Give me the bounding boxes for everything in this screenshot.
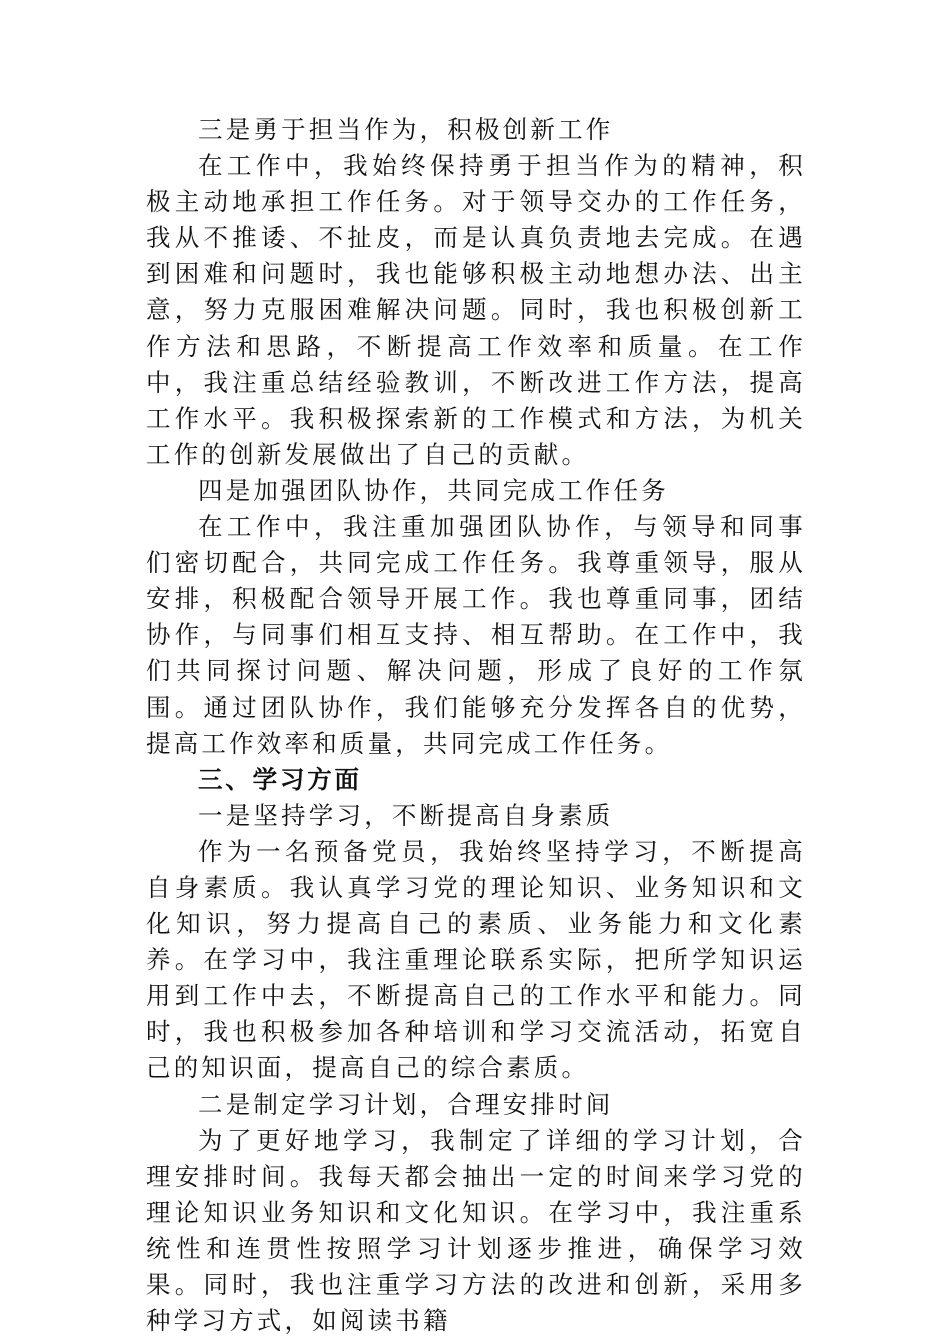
heading-learning: 三、学习方面 bbox=[198, 764, 362, 794]
subheading-courage: 三是勇于担当作为，积极创新工作 bbox=[198, 115, 614, 144]
subheading-teamwork: 四是加强团队协作，共同完成工作任务 bbox=[198, 475, 669, 505]
paragraph-courage: 在工作中，我始终保持勇于担当作为的精神，积极主动地承担工作任务。对于领导交办的工作任务，我从不推诿、不扯皮，而是认真负责地去完成。在遇到困难和问题时，我也能够积极主动地想办法、出主意，努力克服困难解决问题。同时，我也积极创新工作方法和思路，不断提高工作效率和质量。在工作中，我注重总结经验教训，不断改进工作方法，提高工作水平。我积极探索新的工作模式和方法，为机关工作的创新发展做出了自己的贡献。 bbox=[146, 151, 806, 469]
subheading-study-plan: 二是制定学习计划，合理安排时间 bbox=[198, 1089, 614, 1119]
subheading-keep-learning: 一是坚持学习，不断提高自身素质 bbox=[198, 800, 614, 830]
document-page bbox=[146, 112, 806, 1339]
paragraph-keep-learning: 作为一名预备党员，我始终坚持学习，不断提高自身素质。我认真学习党的理论知识、业务知识和文化知识，努力提高自己的素质、业务能力和文化素养。在学习中，我注重理论联系实际，把所学知识运用到工作中去，不断提高自己的工作水平和能力。同时，我也积极参加各种培训和学习交流活动，拓宽自己的知识面，提高自己的综合素质。 bbox=[146, 836, 806, 1083]
paragraph-teamwork: 在工作中，我注重加强团队协作，与领导和同事们密切配合，共同完成工作任务。我尊重领导，服从安排，积极配合领导开展工作。我也尊重同事，团结协作，与同事们相互支持、相互帮助。在工作中，我们共同探讨问题、解决问题，形成了良好的工作氛围。通过团队协作，我们能够充分发挥各自的优势，提高工作效率和质量，共同完成工作任务。 bbox=[146, 512, 806, 758]
paragraph-study-plan: 为了更好地学习，我制定了详细的学习计划，合理安排时间。我每天都会抽出一定的时间来学习党的理论知识业务知识和文化知识。在学习中，我注重系统性和连贯性按照学习计划逐步推进，确保学习效果。同时，我也注重学习方法的改进和创新，采用多种学习方式，如阅读书籍 bbox=[146, 1125, 806, 1336]
